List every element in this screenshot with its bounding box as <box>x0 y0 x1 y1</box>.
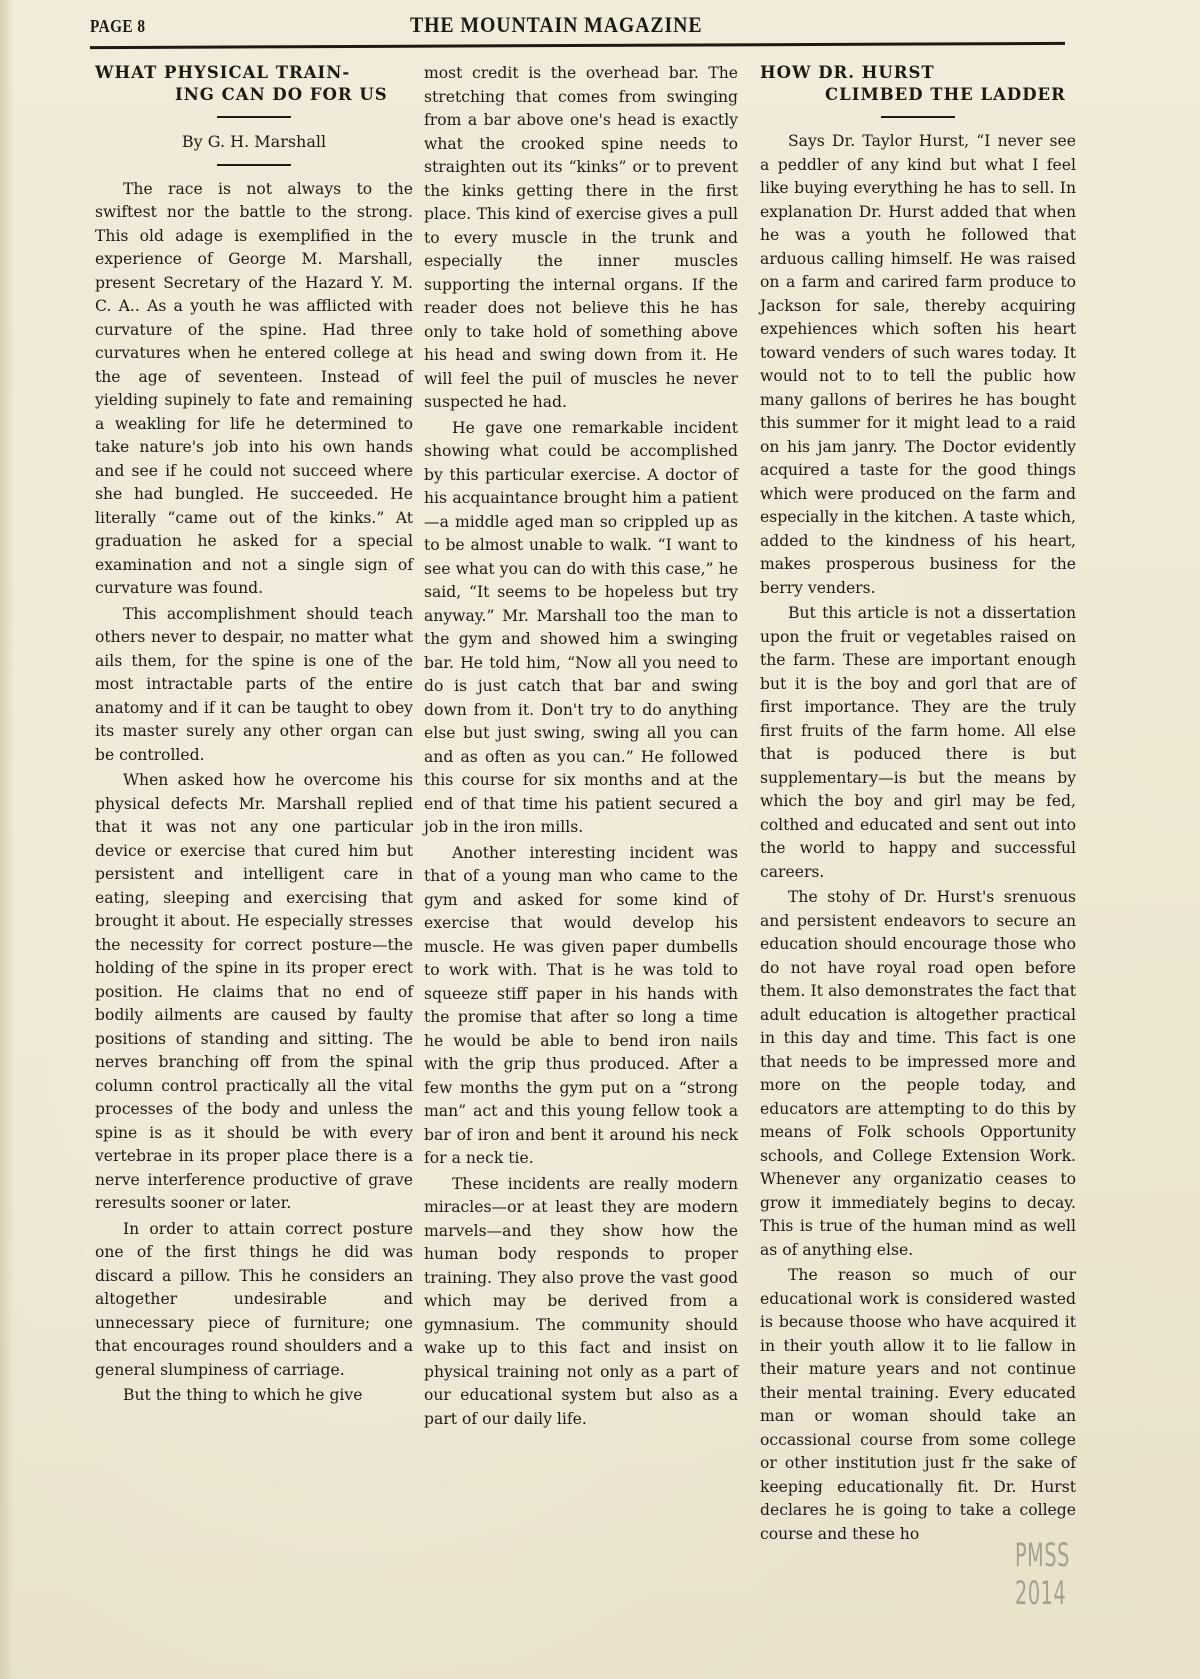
magazine-title: THE MOUNTAIN MAGAZINE <box>410 12 703 37</box>
masthead <box>90 14 1065 40</box>
paragraph: But the thing to which he give <box>123 1386 363 1404</box>
paragraph: He gave one remarkable incident showing what could be accomplished by this particular exercise. A doctor of his acquaintance brought him a patient—a middle aged man so crippled up as to be almost unable to walk. “I want to see what you can do with this case,” he said, “It seems to be hopeless but try anyway.” Mr. Marshall too the man to the gym and showed him a swinging bar. He told him, “Now all you need to do is just catch that bar and swing down from it. Don't try to do anything else but just swing, swing all you can and as often as you can.” He followed this course for six months and at the end of that time his patient secured a job in the iron mills. <box>424 418 738 836</box>
paragraph: In order to attain correct posture one of the first things he did was discard a pillow. This he considers an altogether undesirable and unnecessary piece of furniture; one that encourages round shoulders and a general slumpiness of carriage. <box>95 1219 413 1379</box>
paragraph: The stohy of Dr. Hurst's srenuous and persistent endeavors to secure an education should encourage those who do not have royal road open before them. It also demonstrates the fact that adult education is altogether practical in this day and time. This fact is one that needs to be impressed more and more on the people today, and educators are attempting to do this by means of Folk schools Opportunity schools, and College Extension Work. Whenever any organizatio ceases to grow it immediately begins to decay. This is true of the human mind as well as of anything else. <box>760 888 1076 1259</box>
column-3 <box>760 62 1076 1546</box>
divider <box>217 116 291 118</box>
paragraph: These incidents are really modern miracles—or at least they are modern marvels—and they show how the human body responds to proper training. They also prove the vast good which may be derived from a gymnasium. The community should wake up to this fact and insist on physical training not only as a part of our educational system but also as a part of our daily life. <box>424 1174 738 1428</box>
headline-line-2: ING CAN DO FOR US <box>175 85 388 104</box>
headline-line-1: HOW DR. HURST <box>760 63 935 82</box>
paragraph: This accomplishment should teach others never to despair, no matter what ails them, for the spine is one of the most intractable parts of the entire anatomy and if it can be taught to obey its master surely any other organ can be controlled. <box>95 604 413 764</box>
paragraph: most credit is the overhead bar. The stretching that comes from swinging from a bar above one's head is exactly what the crooked spine needs to straighten out its “kinks” or to prevent the kinks getting there in the first place. This kind of exercise gives a pull to every muscle in the trunk and especially the inner muscles supporting the internal organs. If the reader does not believe this he has only to take hold of something above his head and swing down from it. He will feel the puil of muscles he never suspected he had. <box>424 64 738 411</box>
divider <box>217 164 291 166</box>
headline-line-1: WHAT PHYSICAL TRAIN- <box>95 63 351 82</box>
headline-line-2: CLIMBED THE LADDER <box>825 85 1066 104</box>
paragraph: The reason so much of our educational work is considered wasted is because thoose who have acquired it in their youth allow it to lie fallow in their mature years and not continue their mental training. Every educated man or woman should take an occassional course from some college or other institution just fr the sake of keeping educationally fit. Dr. Hurst declares he is going to take a college course and these ho <box>760 1266 1076 1543</box>
byline: By G. H. Marshall <box>181 132 327 151</box>
article-1-headline <box>95 62 413 106</box>
paragraph: Another interesting incident was that of a young man who came to the gym and asked for some kind of exercise that would develop his muscle. He was given paper dumbells to work with. That is he was told to squeeze stiff paper in his hands with the promise that after so long a time he would be able to bend iron nails with the grip thus produced. After a few months the gym put on a “strong man” act and this young fellow took a bar of iron and bent it around his neck for a neck tie. <box>424 843 738 1167</box>
paragraph: The race is not always to the swiftest nor the battle to the strong. This old adage is exemplified in the experience of George M. Marshall, present Secretary of the Hazard Y. M. C. A.. As a youth he was afflicted with curvature of the spine. Had three curvatures when he entered college at the age of seventeen. Instead of yielding supinely to fate and remaining a weakling for life he determined to take nature's job into his own hands and see if he could not succeed where she had bungled. He succeeded. He literally “came out of the kinks.” At graduation he asked for a special examination and not a single sign of curvature was found. <box>95 179 413 597</box>
watermark: PMSS 2014 <box>1015 1536 1070 1612</box>
divider <box>881 116 955 118</box>
column-2 <box>424 62 738 1431</box>
paragraph: But this article is not a dissertation upon the fruit or vegetables raised on the farm. These are important enough but it is the boy and gorl that are of first importance. They are the truly first fruits of the farm home. All else that is poduced there is but supplementary—is but the means by which the boy and girl may be fed, colthed and educated and sent out into the world to happy and successful careers. <box>760 604 1076 881</box>
page-number: PAGE 8 <box>90 16 146 36</box>
paragraph: Says Dr. Taylor Hurst, “I never see a peddler of any kind but what I feel like buying everything he has to sell. In explanation Dr. Hurst added that when he was a youth he followed that arduous calling himself. He was raised on a farm and carired farm produce to Jackson for sale, thereby acquiring expehiences which soften his heart toward venders of such wares today. It would not to to tell the public how many gallons of berires he has bought this summer for it might lead to a raid on his jam janry. The Doctor evidently acquired a taste for the good things which were produced on the farm and especially in the kitchen. A taste which, added to the kindness of his heart, makes prosperous business for the berry venders. <box>760 132 1076 597</box>
masthead-rule <box>90 42 1065 49</box>
column-1 <box>95 62 413 1408</box>
article-2-headline <box>760 62 1076 106</box>
paragraph: When asked how he overcome his physical defects Mr. Marshall replied that it was not any one particular device or exercise that cured him but persistent and intelligent care in eating, sleeping and exercising that brought it about. He especially stresses the necessity for correct posture—the holding of the spine in its proper erect position. He claims that no end of bodily ailments are caused by faulty positions of standing and sitting. The nerves branching off from the spinal column control practically all the vital processes of the body and unless the spine is as it should be with every vertebrae in its proper place there is a nerve interference productive of grave reresults sooner or later. <box>95 771 413 1212</box>
